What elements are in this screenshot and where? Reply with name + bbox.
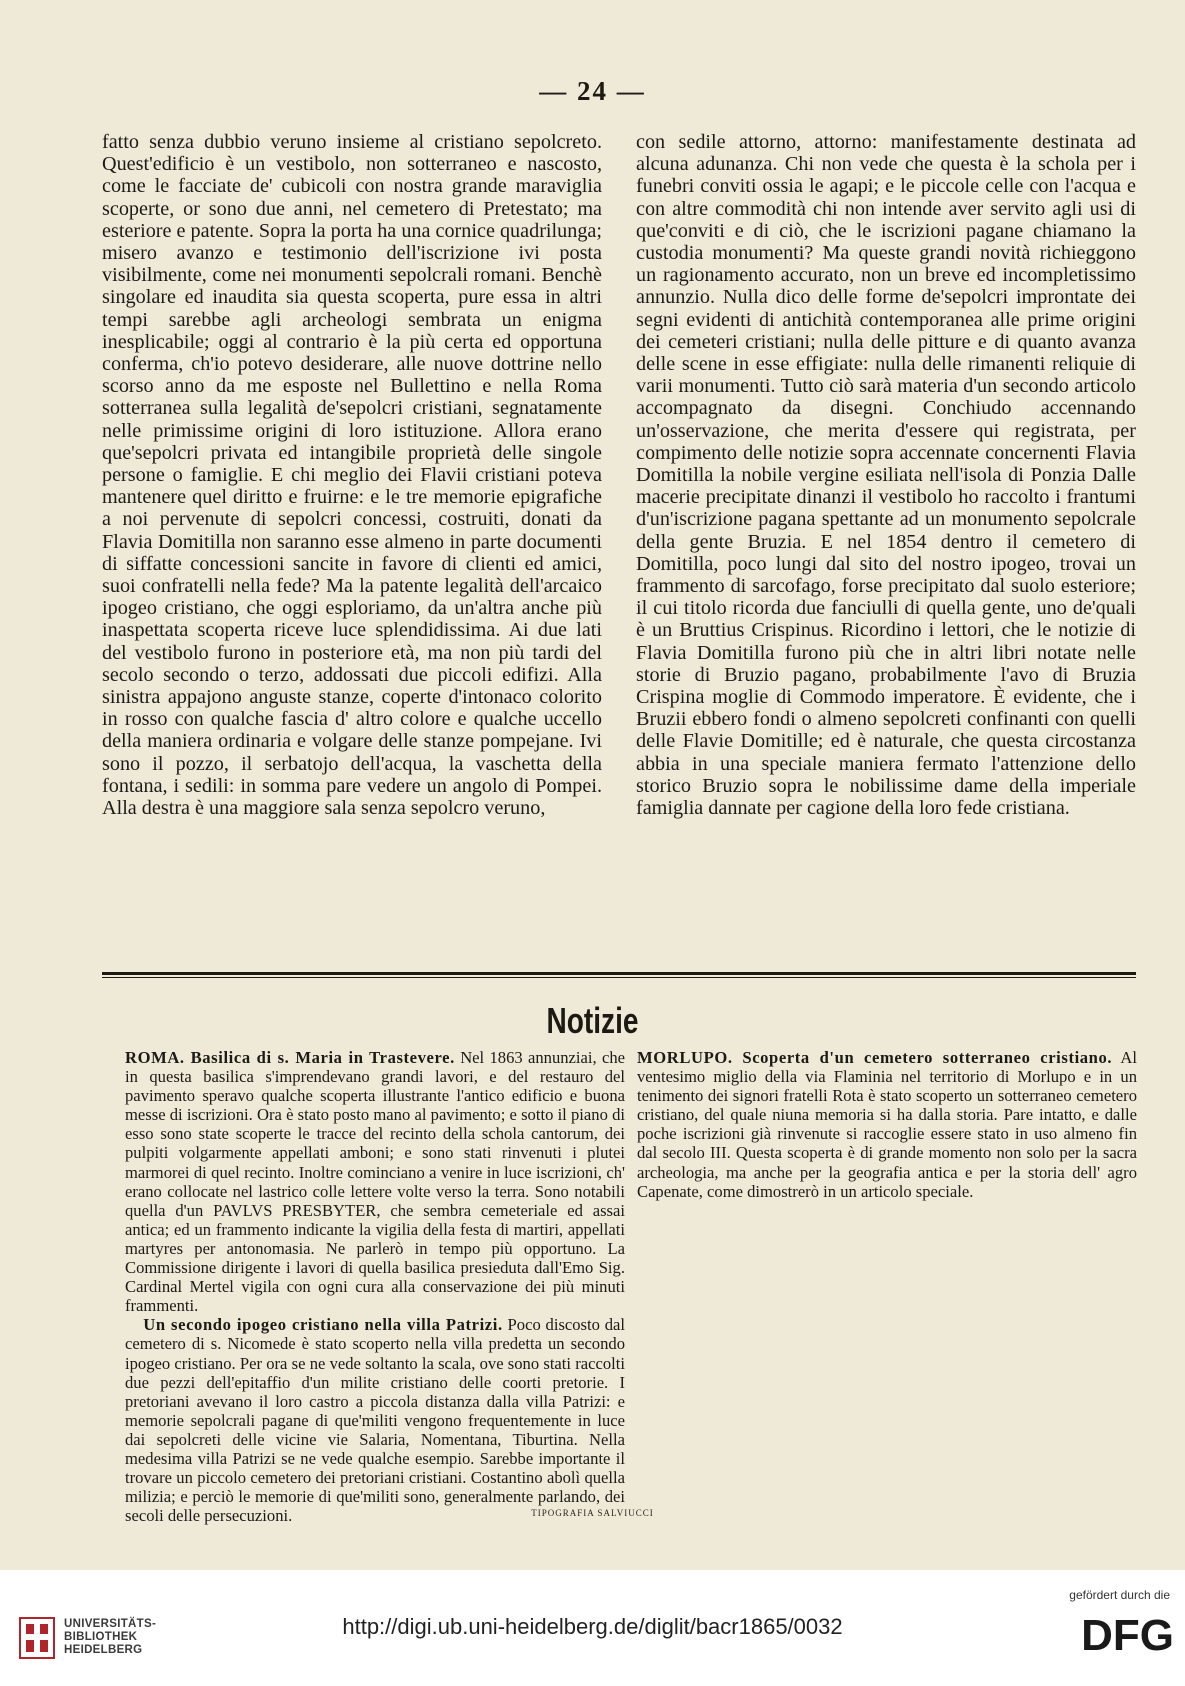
notizie-item-text: Al ventesimo miglio della via Flaminia nel territorio di Morlupo e in un tenimento dei signori fratelli Rota è stato scoperto un sotterraneo cemetero cristiano, del quale niuna memoria si ha dalla storia. Pare intatto, e dalle poche iscrizioni già rinvenute si raccoglie essere stato in uso almeno fin dal secolo III. Questa scoperta è di grande momento non solo per la sacra archeologia, ma anche per la geografia antica e per la storia dell' agro Capenate, come dimostrerò in un articolo speciale.	[637, 1048, 1137, 1201]
dfg-logo-text: DFG	[1081, 1611, 1174, 1660]
upper-right-text: con sedile attorno, attorno: manifestamente destinata ad alcuna adunanza. Chi non vede che questa è la schola per i funebri conviti ossia le agapi; e le piccole celle con l'acqua e con altre commodità chi non intende aver servito agli usi di que'conviti e di ciò, che le iscrizioni pagane chiamano la custodia monumenti? Ma queste grandi novità richieggono un ragionamento accurato, non un breve ed incompletissimo annunzio. Nulla dico delle forme de'sepolcri improntate dei segni evidenti di antichità contemporanea alle prime origini dei cemeteri cristiani; nulla delle pitture e di quanto avanza delle scene in esse effigiate: nulla delle rimanenti reliquie di varii monumenti. Tutto ciò sarà materia d'un secondo articolo accompagnato da disegni. Conchiudo accennando un'osservazione, che merita d'essere qui registrata, per compimento delle notizie sopra accennate concernenti Flavia Domitilla la nobile vergine esiliata nell'isola di Ponzia Dalle macerie precipitate dinanzi il vestibolo ho raccolto i frantumi d'un'iscrizione pagana spettante ad un monumento sepolcrale della gente Bruzia. E nel 1854 dentro il cemetero di Domitilla, poco lungi dal sito del nostro ipogeo, trovai un frammento di sarcofago, forse precipitato dal suolo esteriore; il cui titolo ricorda due fanciulli di quella gente, uno de'quali è un Bruttius Crispinus. Ricordino i lettori, che le notizie di Flavia Domitilla furono più che in altri libri notate nelle storie di Bruzio pagano, probabilmente l'avo di Bruzia Crispina moglie di Commodo imperatore. È evidente, che i Bruzii ebbero fondi o almeno sepolcreti confinanti con quelli delle Flavie Domitille; ed è naturale, che questa circostanza abbia in una speciale maniera fermato l'attenzione dello storico Bruzio sopra le nobilissime dame della imperiale famiglia dannate per cagione della loro fede cristiana.	[636, 131, 1136, 820]
page-number: — 24 —	[539, 76, 646, 106]
notizie-item-title: ROMA. Basilica di s. Maria in Trastevere.	[125, 1048, 455, 1067]
notizie-item-title: Un secondo ipogeo cristiano nella villa Patrizi.	[143, 1315, 503, 1335]
upper-left-text: fatto senza dubbio veruno insieme al cristiano sepolcreto. Quest'edificio è un vestibolo, non sotterraneo e nascosto, come le facciate de' cubicoli con nostra grande maraviglia scoperte, or sono due anni, nel cemetero di Pretestato; ma esteriore e patente. Sopra la porta ha una cornice quadrilunga; misero avanzo e testimonio dell'iscrizione ivi posta visibilmente, come nei monumenti sepolcrali romani. Benchè singolare ed inaudita sia questa scoperta, pure essa in altri tempi sarebbe agli archeologi sembrata un enigma inesplicabile; oggi al contrario è la più certa ed opportuna conferma, ch'io potevo desiderare, alle nuove dottrine nello scorso anno da me esposte nel Bullettino e nella Roma sotterranea sulla legalità de'sepolcri cristiani, segnatamente nelle primissime origini di loro istituzione. Allora erano que'sepolcri privata ed intangibile proprietà delle singole persone o famiglie. E chi meglio dei Flavii cristiani poteva mantenere quel diritto e fruirne: e le tre memorie epigrafiche a noi pervenute di sepolcri concessi, costruiti, donati da Flavia Domitilla non saranno esse almeno in parte documenti di siffatte concessioni sancite in favore di clienti ed amici, suoi confratelli nella fede? Ma la patente legalità dell'arcaico ipogeo cristiano, che oggi esploriamo, da un'altra anche più inaspettata scoperta riceve luce splendidissima. Ai due lati del vestibolo furono in posteriore età, ma non più tardi del secolo secondo o terzo, addossati due piccoli edifizi. Alla sinistra appajono anguste stanze, coperte d'intonaco colorito in rosso con qualche fascia d' altro colore e qualche uccello della maniera ordinaria e volgare delle stanze pompejane. Ivi sono il pozzo, il serbatojo dell'acqua, la vaschetta della fontana, i sedili: in somma pare vedere un angolo di Pompei. Alla destra è una maggiore sala senza sepolcro veruno,	[102, 131, 602, 820]
notizie-item-text: Poco discosto dal cemetero di s. Nicomede è stato scoperto nella villa predetta un secondo ipogeo cristiano. Per ora se ne vede soltanto la scala, ove sono stati raccolti due pezzi dell'epitaffio d'un milite cristiano delle coorti pretorie. I pretoriani avevano il loro castro a piccola distanza dalla villa Patrizi: e memorie sepolcrali pagane di que'militi vengono frequentemente in luce dai sepolcreti delle vicine vie Salaria, Nomentana, Tiburtina. Nella medesima villa Patrizi se ne vede qualche esempio. Sarebbe importante il trovare un piccolo cemetero dei pretoriani cristiani. Costantino abolì quella milizia; e perciò le memorie di que'militi sono, generalmente parlando, dei secoli delle persecuzioni.	[125, 1315, 625, 1526]
dfg-logo[interactable]	[1058, 1610, 1176, 1660]
viewer-footer	[0, 1570, 1185, 1686]
section-divider-thin	[102, 977, 1136, 978]
notizie-item-patrizi	[125, 1315, 625, 1525]
notizie-item-text: Nel 1863 annunziai, che in questa basilica s'imprendevano grandi lavori, e del restauro del pavimento speravo qualche scoperta illustrante l'antico edificio e buona messe di iscrizioni. Ora è stato posto mano al pavimento; e sotto il piano di esso sono state scoperte le tracce del recinto della schola cantorum, dei pulpiti volgarmente appellati amboni; e sono stati rinvenuti i plutei marmorei di quel recinto. Inoltre cominciano a venire in luce iscrizioni, ch' erano collocate nel lastrico colle lettere volte verso la terra. Sono notabili quella d'un PAVLVS PRESBYTER, che sembra cemeteriale ed assai antica; ed un frammento indicante la vigilia della festa di martiri, appellati martyres per antonomasia. Ne parlerò in tempo più opportuno. La Commissione dirigente i lavori di quella basilica presieduta dall'Emo Sig. Cardinal Mertel vigila con ogni cura alla conservazione dei più minuti frammenti.	[125, 1048, 625, 1316]
source-url-link[interactable]: http://digi.ub.uni-heidelberg.de/diglit/bacr1865/0032	[342, 1614, 843, 1639]
printer-imprint: TIPOGRAFIA SALVIUCCI	[531, 1508, 654, 1518]
upper-right-column	[636, 131, 1136, 937]
notizie-item-roma	[125, 1048, 625, 1315]
notizie-item-title: MORLUPO. Scoperta d'un cemetero sotterraneo cristiano.	[637, 1048, 1113, 1067]
notizie-right-column	[637, 1048, 1137, 1498]
funded-by-label: gefördert durch die	[1069, 1588, 1170, 1602]
university-library-name: UNIVERSITÄTS- BIBLIOTHEK HEIDELBERG	[64, 1618, 157, 1656]
notizie-item-morlupo	[637, 1048, 1137, 1201]
section-divider-thick	[102, 972, 1136, 975]
notizie-heading: Notizie	[546, 1000, 639, 1041]
upper-left-column	[102, 131, 602, 937]
